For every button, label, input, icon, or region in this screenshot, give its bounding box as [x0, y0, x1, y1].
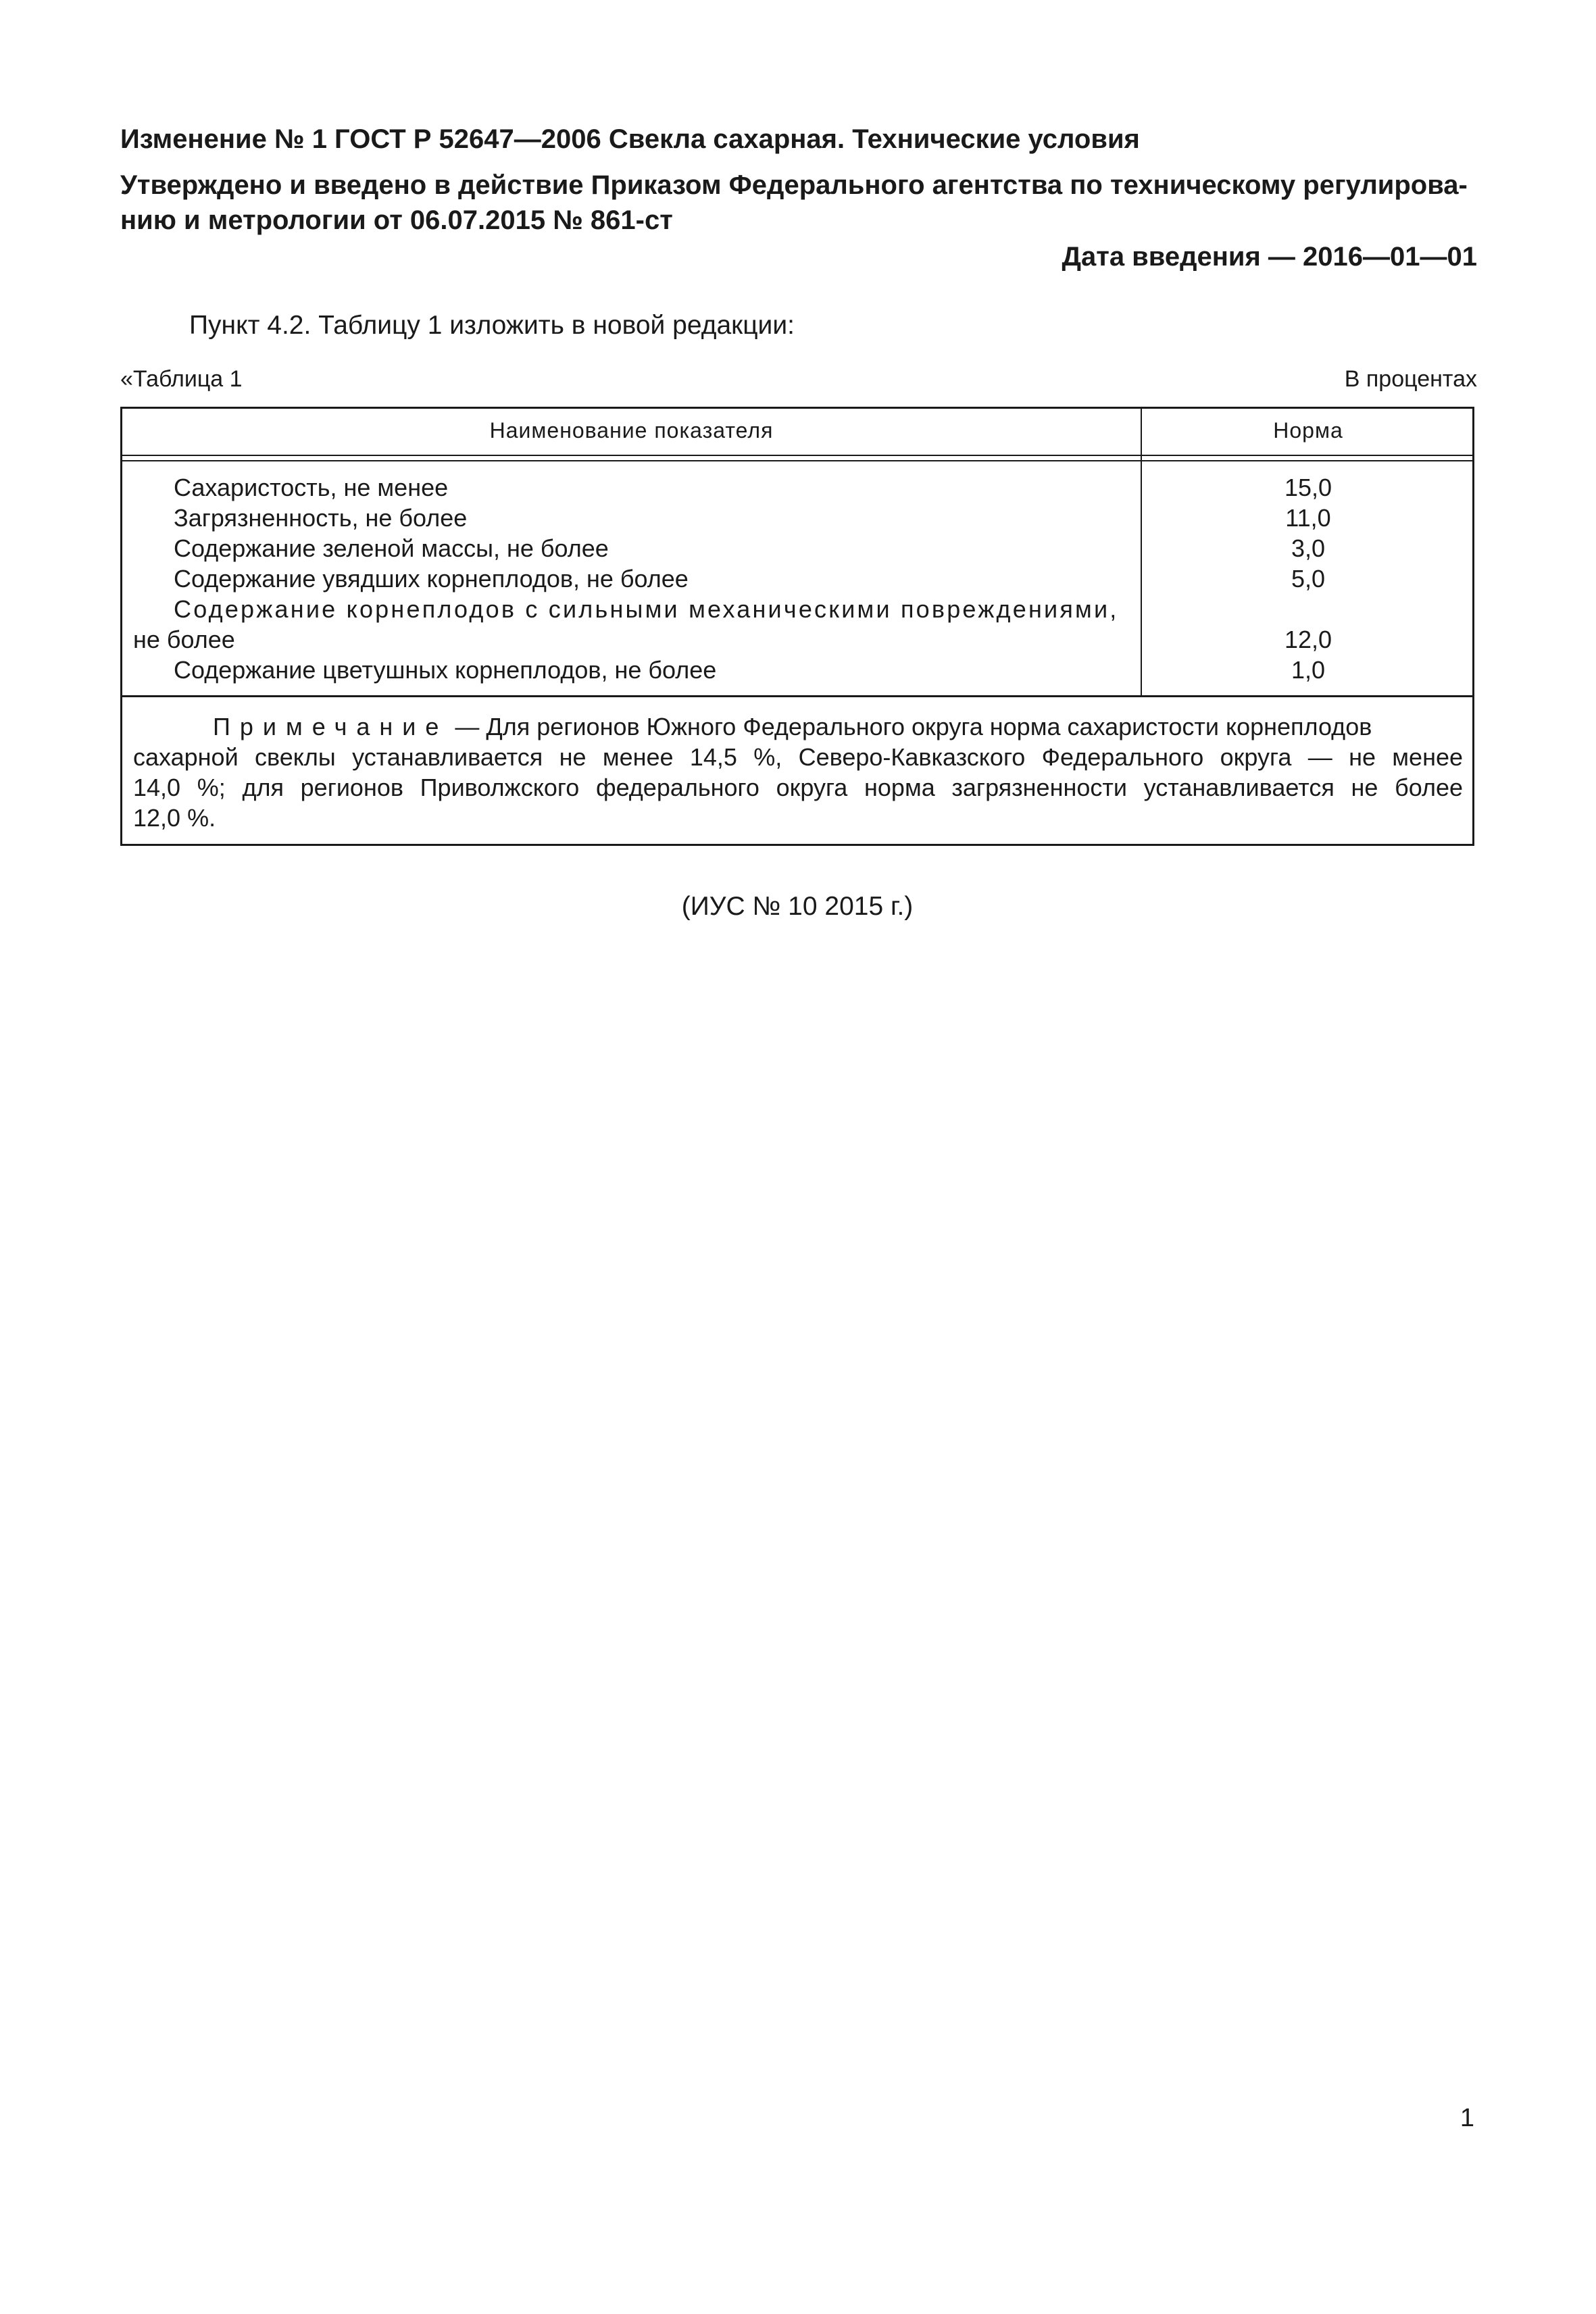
table-row-continuation [122, 624, 1472, 655]
row-value: 3,0 [1291, 534, 1326, 562]
document-page [120, 0, 1477, 2314]
header-divider [122, 455, 1472, 456]
row-label-continuation: не более [133, 626, 235, 653]
page-number: 1 [1460, 2104, 1474, 2132]
header-norm: Норма [1273, 418, 1343, 443]
table-caption: «Таблица 1 [120, 366, 243, 392]
header-divider-double [122, 460, 1472, 461]
row-label: Содержание увядших корнеплодов, не более [174, 565, 689, 593]
note-line-3: 14,0 %; для регионов Приволжского федерального округа норма загрязненности устанавливается не более [133, 774, 1463, 801]
table-row [122, 655, 1472, 685]
header-indicator-name: Наименование показателя [489, 418, 774, 443]
publication-reference: (ИУС № 10 2015 г.) [681, 892, 914, 921]
norms-table [120, 407, 1474, 846]
row-label: Содержание зеленой массы, не более [174, 534, 609, 562]
row-value: 1,0 [1291, 656, 1326, 684]
document-title: Изменение № 1 ГОСТ Р 52647—2006 Свекла сахарная. Технические условия [120, 124, 1140, 154]
row-label: Содержание корнеплодов с сильными механическими повреждениями, [174, 595, 1119, 623]
row-label: Содержание цветушных корнеплодов, не более [174, 656, 717, 684]
row-value: 15,0 [1284, 474, 1332, 501]
note-line-2: сахарной свеклы устанавливается не менее 14,5 %, Северо-Кавказского Федерального округа — не менее [133, 743, 1463, 771]
row-label: Сахаристость, не менее [174, 474, 449, 501]
row-value: 5,0 [1291, 565, 1326, 593]
intro-paragraph: Пункт 4.2. Таблицу 1 изложить в новой редакции: [189, 311, 795, 340]
approval-statement [120, 168, 1477, 238]
effective-date: Дата введения — 2016—01—01 [1062, 242, 1477, 272]
table-body [122, 472, 1472, 685]
approval-line-2: нию и метрологии от 06.07.2015 № 861-ст [120, 205, 673, 235]
table-row [122, 563, 1472, 594]
row-value: 11,0 [1285, 504, 1331, 532]
note-divider [122, 695, 1472, 697]
row-label: Загрязненность, не более [174, 504, 468, 532]
note-label: Примечание [213, 713, 449, 740]
row-value: 12,0 [1284, 626, 1332, 653]
note-line-1 [133, 711, 1463, 742]
approval-line-1: Утверждено и введено в действие Приказом Федерального агентства по техническому регулирова- [120, 170, 1468, 200]
table-units: В процентах [1344, 366, 1477, 392]
table-row [122, 533, 1472, 563]
table-row [122, 472, 1472, 503]
table-row [122, 594, 1472, 624]
table-row [122, 503, 1472, 533]
note-line-4: 12,0 %. [133, 804, 216, 832]
note-text-1: — Для регионов Южного Федерального округа норма сахаристости корнеплодов [455, 713, 1372, 740]
table-note [133, 711, 1463, 833]
